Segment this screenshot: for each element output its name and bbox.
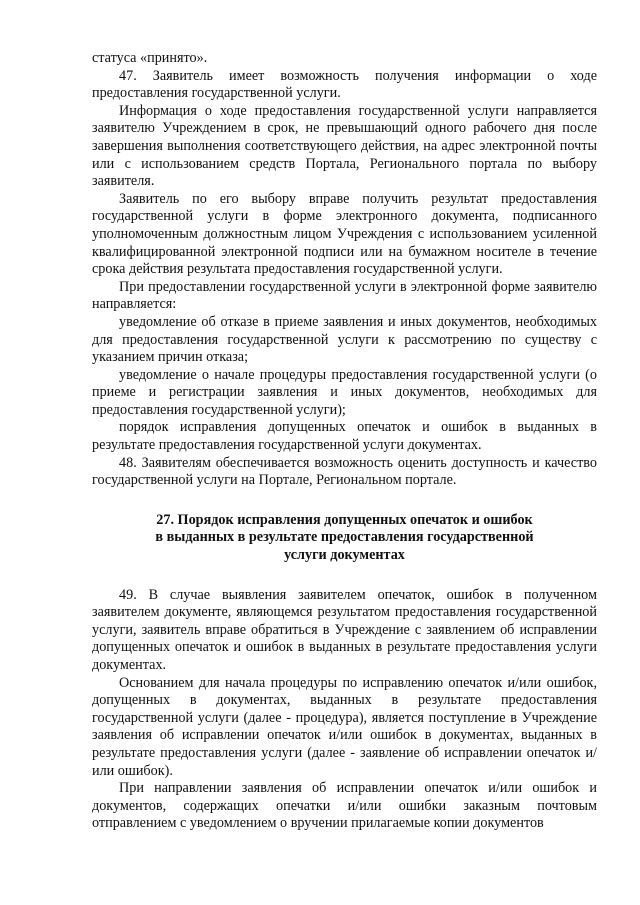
paragraph-result-choice: Заявитель по его выбору вправе получить результат предоставления государственной услуги в форме электронного документа, подписанного уполномоченным должностным лицом Учреждения с использованием усиленной квалифицированной электронной подписи или на бумажном носителе в течение срока действия результата предоставления государственной услуги. [92,190,597,278]
paragraph-49: 49. В случае выявления заявителем опечаток, ошибок в полученном заявителем документе, являющемся результатом предоставления государственной услуги, заявитель вправе обратиться в Учреждение с заявлением об исправлении допущенных опечаток и ошибок в выданных в результате предоставления услуги документах. [92,586,597,673]
paragraph-correction-order: порядок исправления допущенных опечаток и ошибок в выданных в результате предоставления государственной услуги документах. [92,419,597,454]
heading-line-2: в выданных в результате предоставления государственной [155,529,534,546]
paragraph-postal-submission: При направлении заявления об исправлении опечаток и/или ошибок и документов, содержащих опечатки и/или ошибки заказным почтовым отправлением с уведомлением о вручении прилагаемые копии документов [92,780,597,832]
heading-line-1: 27. Порядок исправления допущенных опечаток и ошибок [156,511,533,528]
paragraph-refusal-notice: уведомление об отказе в приеме заявления и иных документов, необходимых для предоставления государственной услуги к рассмотрению по существу с указанием причин отказа; [92,313,597,366]
paragraph-47: 47. Заявитель имеет возможность получения информации о ходе предоставления государственной услуги. [92,67,597,102]
document-page [92,50,597,833]
heading-line-3: услуги документах [284,547,405,564]
paragraph-electronic-form: При предоставлении государственной услуги в электронной форме заявителю направляется: [92,278,597,313]
section-heading-27 [92,512,597,565]
paragraph-info-progress: Информация о ходе предоставления государственной услуги направляется заявителю Учреждением в срок, не превышающий одного рабочего дня после завершения выполнения соответствующего действия, на адрес электронной почты или с использованием средств Портала, Регионального портала по выбору заявителя. [92,102,597,190]
paragraph-status-end: статуса «принято». [92,50,208,66]
paragraph-procedure-basis: Основанием для начала процедуры по исправлению опечаток и/или ошибок, допущенных в документах, выданных в результате предоставления государственной услуги (далее - процедура), является поступление в Учреждение заявления об исправлении опечаток и/или ошибок в документах, выданных в результате предоставления услуги (далее - заявление об исправлении опечаток и/или ошибок). [92,674,597,779]
paragraph-48: 48. Заявителям обеспечивается возможность оценить доступность и качество государственной услуги на Портале, Региональном портале. [92,454,597,489]
paragraph-start-notice: уведомление о начале процедуры предоставления государственной услуги (о приеме и регистрации заявления и иных документов, необходимых для предоставления государственной услуги); [92,366,597,418]
